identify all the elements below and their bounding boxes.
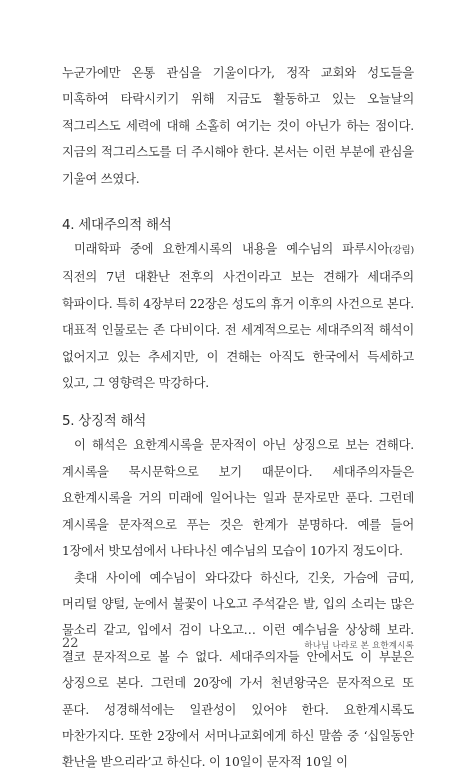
dispensational-text-part2: 직전의 7년 대환난 전후의 사건이라고 보는 견해가 세대주의 학파이다. 특히 4장부터 22장은 성도의 휴거 이후의 사건으로 본다. 대표적 인물로는 존 다비이다. 전 세계적으로는 세대주의적 해석이 없어지고 있는 추세지만, 이 견해는 아직도 한국에서 득세하고 있고, 그 영향력은 막강하다. <box>62 270 414 391</box>
page-footer <box>62 636 414 656</box>
symbolic-paragraph-1: 이 해석은 요한계시록을 문자적이 아닌 상징으로 보는 견해다. 계시록을 묵시문학으로 보기 때문이다. 세대주의자들은 요한계시록을 거의 미래에 일어나는 일과 문자로만 푼다. 그런데 계시록을 문자적으로 푸는 것은 한계가 분명하다. 예를 들어 1장에서 밧모섬에서 나타나신 예수님의 모습이 10가지 정도이다. <box>62 438 414 559</box>
intro-paragraph: 누군가에만 온통 관심을 기울이다가, 정작 교회와 성도들을 미혹하여 타락시키기 위해 지금도 활동하고 있는 오늘날의 적그리스도 세력에 대해 소홀히 여기는 것이 아닌가 하는 점이다. 지금의 적그리스도를 더 주시해야 한다. 본서는 이런 부분에 관심을 기울여 쓰였다. <box>62 66 414 186</box>
dispensational-text-part1: 미래학파 중에 요한계시록의 내용을 예수님의 파루시아 <box>74 242 390 257</box>
symbolic-paragraph-2: 촛대 사이에 예수님이 와다갔다 하신다, 긴옷, 가슴에 금띠, 머리털 양털, 눈에서 불꽃이 나오고 주석같은 발, 입의 소리는 많은 물소리 같고, 입에서 검이 나오고… 이런 예수님을 상상해 보라. 결코 문자적으로 볼 수 없다. 세대주의자들 안에서도 이 부분은 상징으로 본다. 그런데 20장에 가서 천년왕국은 문자적으로 또 푼다. 성경해석에는 일관성이 있어야 한다. 요한계시록도 마찬가지다. 또한 2장에서 서머나교회에게 하신 말씀 중 ‘십일동안 환난을 받으리라’고 하신다. 이 10일이 문자적 10일 이 <box>62 570 414 770</box>
section-heading-dispensational: 4. 세대주의적 해석 <box>62 217 172 234</box>
page-body <box>62 60 414 776</box>
section-heading-symbolic: 5. 상징적 해석 <box>62 413 146 430</box>
dispensational-inline-note: (강림) <box>389 245 414 257</box>
running-title: 하나님 나라로 본 요한계시록 <box>304 641 414 651</box>
page-number: 22 <box>62 636 79 651</box>
dispensational-paragraph <box>62 236 414 396</box>
